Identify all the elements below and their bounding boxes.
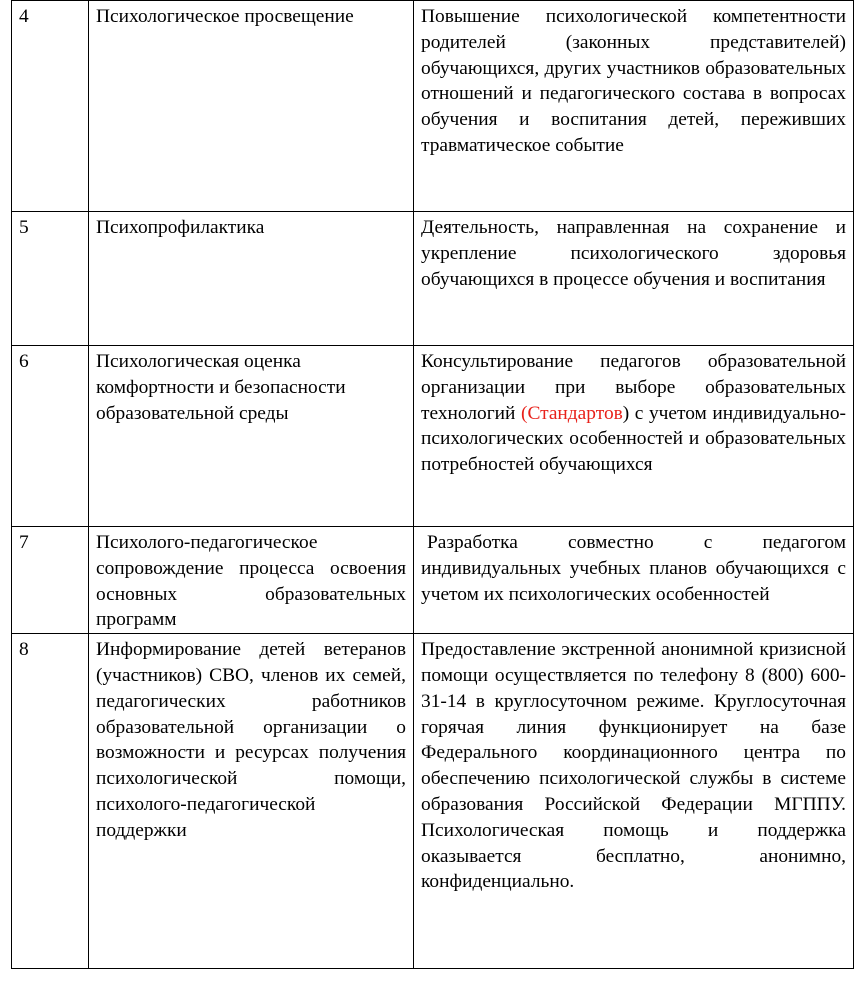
paren-open: ( — [520, 402, 528, 424]
standards-highlight: Стандартов — [527, 402, 623, 424]
row-name: Психопрофилактика — [89, 212, 414, 346]
description-text: Консультирование педагогов образовательной организации при выборе образовательных технологий — [421, 351, 846, 424]
table-row — [12, 1, 854, 212]
row-description: Повышение психологической компетентности родителей (законных представителей) обучающихся, других участников образовательных отношений и педагогического состава в вопросах обучения и воспитания детей, переживших травматическое событие — [414, 1, 854, 212]
table-row — [12, 346, 854, 527]
row-name: Психологическая оценка комфортности и безопасности образовательной среды — [89, 346, 414, 527]
row-number: 8 — [12, 634, 89, 969]
row-name: Информирование детей ветеранов (участников) СВО, членов их семей, педагогических работников образовательной организации о возможности и ресурсах получения психологической помощи, психолого-педагогической поддержки — [89, 634, 414, 969]
row-description — [414, 346, 854, 527]
description-text-rest: ) с учетом индивидуально-психологических особенностей и образовательных потребностей обучающихся — [421, 402, 847, 476]
row-number: 7 — [12, 527, 89, 634]
row-description: Разработка совместно с педагогом индивидуальных учебных планов обучающихся с учетом их психологических особенностей — [414, 527, 854, 634]
row-number: 5 — [12, 212, 89, 346]
row-name: Психолого-педагогическое сопровождение процесса освоения основных образовательных программ — [89, 527, 414, 634]
table-row — [12, 527, 854, 634]
row-description: Предоставление экстренной анонимной кризисной помощи осуществляется по телефону 8 (800) 600-31-14 в круглосуточном режиме. Круглосуточная горячая линия функционирует на базе Федерального координационного центра по обеспечению психологической службы в системе образования Российской Федерации МГППУ. Психологическая помощь и поддержка оказывается бесплатно, анонимно, конфиденциально. — [414, 634, 854, 969]
row-number: 6 — [12, 346, 89, 527]
row-description: Деятельность, направленная на сохранение и укрепление психологического здоровья обучающихся в процессе обучения и воспитания — [414, 212, 854, 346]
table-row — [12, 634, 854, 969]
row-name: Психологическое просвещение — [89, 1, 414, 212]
services-table — [11, 0, 854, 969]
row-number: 4 — [12, 1, 89, 212]
table-row — [12, 212, 854, 346]
